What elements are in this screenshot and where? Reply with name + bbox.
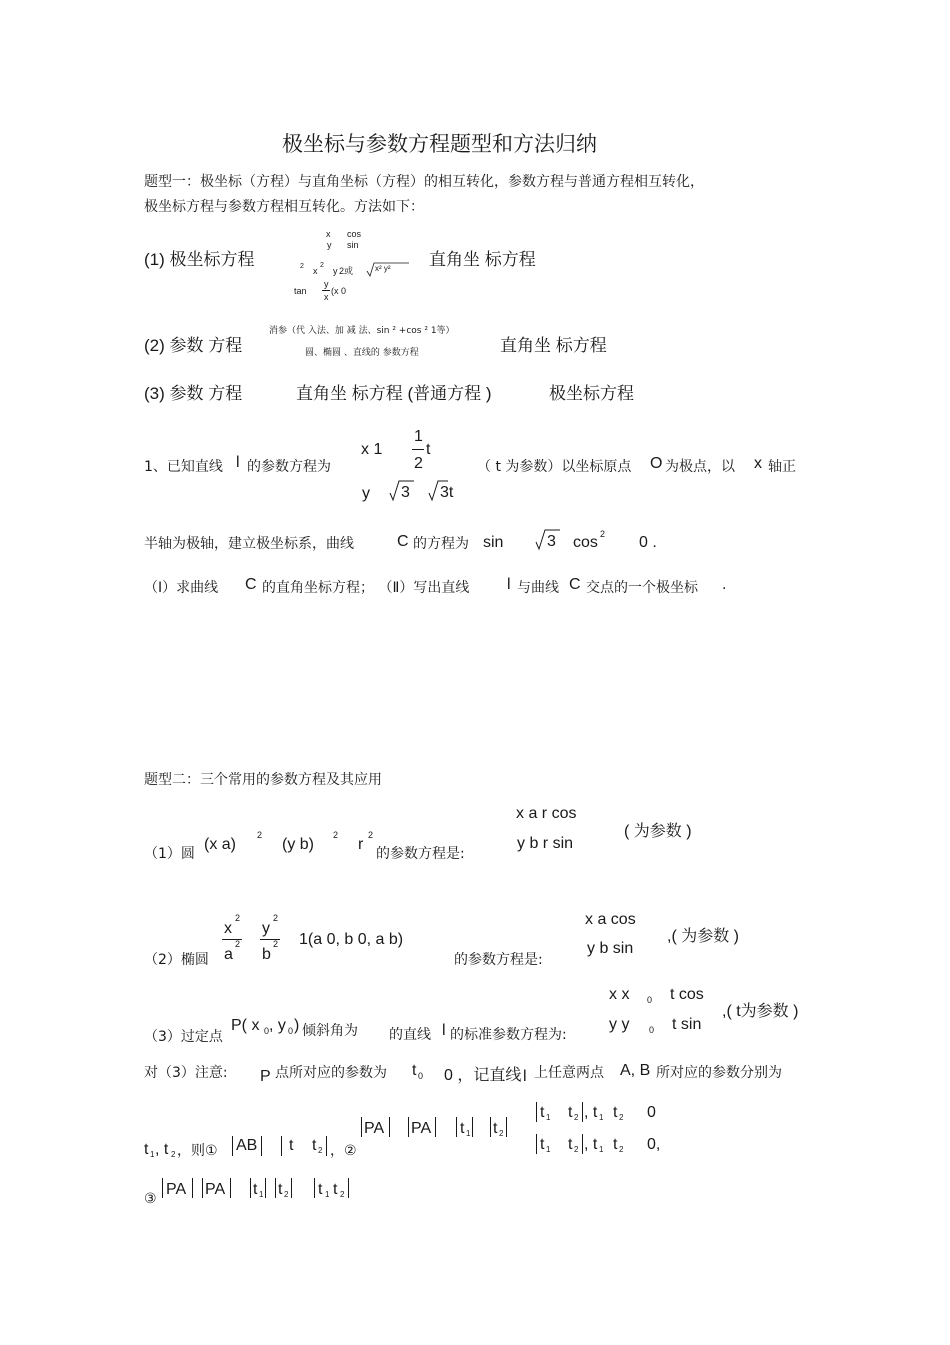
res3-pa2-r	[230, 1178, 231, 1198]
ellipse-ydsup: 2	[273, 939, 279, 949]
res3-pa2-l	[202, 1178, 203, 1198]
type1-intro-line1: 题型一：极坐标（方程）与直角坐标（方程）的相互转化，参数方程与普通方程相互转化，	[144, 174, 704, 190]
p1-l: l	[236, 454, 240, 471]
note-d: 所对应的参数分别为	[656, 1065, 782, 1081]
res-t2-sub: 2	[171, 1150, 176, 1159]
res-r1-l	[536, 1102, 537, 1122]
p1-text3: （ t 为参数）以坐标原点	[477, 459, 632, 475]
page-title: 极坐标与参数方程题型和方法归纳	[282, 132, 597, 156]
p1-cos: cos	[573, 534, 598, 551]
p1-frac-bar	[412, 449, 424, 450]
method3-a: (3) 参数 方程	[144, 384, 243, 403]
ellipse-ysup: 2	[273, 913, 279, 923]
res-AB: AB	[236, 1137, 258, 1154]
res3-prod-t2: t	[333, 1181, 338, 1198]
m1-y: y	[327, 240, 332, 250]
res-circ2: ，②	[330, 1143, 357, 1159]
res-t1abs-l	[456, 1117, 457, 1137]
res-r1-t4-sub: 2	[619, 1113, 624, 1122]
line-param-xt: t cos	[670, 986, 704, 1003]
res-t1abs-r	[472, 1117, 473, 1137]
res-r2-t4-sub: 2	[619, 1145, 624, 1154]
p1-text1: 1、已知直线	[144, 459, 223, 475]
res3-prod-t2-sub: 2	[340, 1190, 345, 1199]
method3-c: 极坐标方程	[549, 384, 634, 403]
p1-ql: l	[507, 576, 511, 593]
ellipse-param-y: y b sin	[587, 940, 634, 957]
res-abs-t2: t	[493, 1120, 498, 1137]
res3-t2-l	[275, 1178, 276, 1198]
res3-t2: t	[278, 1181, 283, 1198]
res-r1-t3-sub: 1	[599, 1113, 604, 1122]
p1-sqrt2-val: 3t	[440, 484, 454, 501]
line-P: P( x	[231, 1017, 260, 1034]
ellipse-cond: 1(a 0, b 0, a b)	[299, 931, 404, 948]
p1-qC: C	[245, 576, 257, 593]
line-close: )	[294, 1017, 300, 1034]
res-zero1: 0	[647, 1104, 656, 1121]
p1-q4: 交点的一个极坐标	[586, 580, 698, 596]
p1-q3: 与曲线	[517, 580, 559, 596]
ellipse-param-note: ,( 为参数 )	[667, 928, 739, 945]
circle-eq1: (x a)	[204, 836, 236, 853]
p1-O: O	[650, 455, 663, 472]
p1-eq-y: y	[362, 485, 370, 502]
line-param-x: x x	[609, 986, 630, 1003]
note-P: P	[260, 1068, 271, 1085]
res-t1: t	[144, 1141, 149, 1158]
res-abs2-l	[281, 1136, 282, 1156]
method1-left: (1) 极坐标方程	[144, 250, 255, 269]
res-abs-t2-sub: 2	[499, 1129, 504, 1138]
m1-x2: x	[313, 266, 318, 276]
ellipse-label: （2）椭圆	[144, 952, 209, 968]
line-param-note: ,( t为参数 )	[722, 1003, 799, 1020]
res-r2-t1: t	[540, 1136, 545, 1153]
p1-qC2: C	[569, 576, 581, 593]
p1-q5: .	[722, 577, 727, 593]
line-param-yt: t sin	[672, 1016, 702, 1033]
res-r1-t3: , t	[584, 1104, 598, 1121]
res-abs2-r	[326, 1136, 327, 1156]
circle-eq2: (y b)	[282, 836, 314, 853]
line-tail2: 的直线	[389, 1027, 431, 1043]
p1-eq-num: 1	[414, 428, 423, 445]
res3-pa1-l	[162, 1178, 163, 1198]
circle-eq3: r	[358, 836, 364, 853]
res-abs1-l	[232, 1136, 233, 1156]
res-then: ，则①	[177, 1143, 218, 1159]
res-eq-t1: t	[289, 1137, 294, 1154]
res-r1-t4: t	[613, 1104, 618, 1121]
res-pa1-l	[361, 1117, 362, 1137]
p1-eq-den: 2	[414, 455, 423, 472]
res-r1-t1: t	[540, 1104, 545, 1121]
line-param-y: y y	[609, 1016, 630, 1033]
type1-intro-line2: 极坐标方程与参数方程相互转化。方法如下：	[144, 199, 424, 215]
note-a: 对（3）注意:	[144, 1065, 228, 1081]
method2-left: (2) 参数 方程	[144, 336, 243, 355]
ellipse-tail: 的参数方程是:	[454, 952, 543, 968]
ellipse-xsup: 2	[235, 913, 241, 923]
res-PA1: PA	[364, 1120, 385, 1137]
res3-prod-r	[348, 1178, 349, 1198]
p1-sqrt1-val: 3	[401, 484, 410, 501]
res3-prod-t1: t	[318, 1181, 323, 1198]
res-r1-t1-sub: 1	[546, 1113, 551, 1122]
res-zero2: 0,	[647, 1136, 661, 1153]
line-comma: , y	[269, 1017, 286, 1034]
p1-sin: sin	[483, 534, 504, 551]
m1-sq3: 2或	[339, 266, 354, 276]
res-abs-t1-sub: 1	[466, 1129, 471, 1138]
res3-prod-t1-sub: 1	[325, 1190, 330, 1199]
p1-text2: 的参数方程为	[247, 459, 331, 475]
method2-note1: 消参（代 入法、加 减 法、sin ² +cos ² 1等）	[269, 326, 455, 336]
res-t1-sub: 1	[150, 1150, 155, 1159]
method3-b: 直角坐 标方程 (普通方程 )	[296, 384, 492, 403]
note-AB: A, B	[620, 1062, 651, 1079]
m1-frac-den: x	[324, 292, 329, 302]
line-tail3: 的标准参数方程为:	[450, 1027, 567, 1043]
line-sub0b: 0	[288, 1026, 294, 1036]
note-c: 上任意两点	[534, 1065, 604, 1081]
p1-sqrt3-val: 3	[547, 533, 556, 550]
res-eq-t2: t	[312, 1137, 317, 1154]
p1-zero: 0 .	[639, 534, 657, 551]
res-PA2: PA	[411, 1120, 432, 1137]
p1-line2b: 的方程为	[413, 536, 469, 552]
res3-t1-r	[265, 1178, 266, 1198]
res3-t2-r	[291, 1178, 292, 1198]
res-r2-t2-sub: 2	[574, 1145, 579, 1154]
ellipse-yden: b	[262, 946, 271, 963]
m1-frac-bar	[322, 290, 330, 291]
method2-right: 直角坐 标方程	[500, 336, 607, 355]
circle-sup2: 2	[333, 830, 339, 840]
m1-sin: sin	[347, 240, 359, 250]
p1-x: x	[754, 455, 762, 472]
res3-PA2: PA	[205, 1181, 226, 1198]
res-r2-t1-sub: 1	[546, 1145, 551, 1154]
res3-PA1: PA	[166, 1181, 187, 1198]
res3-t2-sub: 2	[284, 1190, 289, 1199]
note-zero: 0 ，记直线	[444, 1067, 522, 1084]
p1-q1: （Ⅰ）求曲线	[144, 580, 219, 596]
m1-sq: 2	[300, 263, 304, 270]
ellipse-param-x: x a cos	[585, 911, 636, 928]
m1-x: x	[326, 229, 331, 239]
res3-pa1-r	[192, 1178, 193, 1198]
res-pa2-r	[435, 1117, 436, 1137]
type2-heading: 题型二：三个常用的参数方程及其应用	[144, 772, 382, 788]
circle-param-note: ( 为参数 )	[624, 823, 692, 840]
p1-eq-t: t	[426, 441, 431, 458]
line-px-sub: 0	[647, 995, 653, 1005]
res-circ3: ③	[144, 1191, 157, 1207]
note-t0: t	[412, 1062, 417, 1079]
m1-cond: (x 0	[331, 286, 347, 296]
p1-text4: 为极点，以	[665, 459, 735, 475]
p1-C: C	[397, 533, 409, 550]
res3-t1-l	[250, 1178, 251, 1198]
p1-eq-x: x 1	[361, 441, 383, 458]
note-l: l	[523, 1068, 527, 1085]
p1-line2a: 半轴为极轴，建立极坐标系，曲线	[144, 536, 354, 552]
res-abs1-r	[261, 1136, 262, 1156]
circle-sup3: 2	[368, 830, 374, 840]
method1-right: 直角坐 标方程	[429, 250, 536, 269]
res-pa2-l	[408, 1117, 409, 1137]
res-eq-t2-sub: 2	[318, 1146, 323, 1155]
line-l: l	[442, 1022, 446, 1039]
circle-param-x: x a r cos	[516, 805, 577, 822]
res3-t1-sub: 1	[259, 1190, 264, 1199]
ellipse-xnum: x	[224, 920, 232, 937]
res-r2-l	[536, 1134, 537, 1154]
res-r1-t2: t	[568, 1104, 573, 1121]
m1-tan: tan	[294, 286, 307, 296]
res3-prod-l	[314, 1178, 315, 1198]
ellipse-xdsup: 2	[235, 939, 241, 949]
circle-sup1: 2	[257, 830, 263, 840]
res-r2-t3: , t	[584, 1136, 598, 1153]
res-t2abs-r	[506, 1117, 507, 1137]
m1-cos: cos	[347, 229, 362, 239]
ellipse-xden: a	[224, 946, 233, 963]
res-r1-t2-sub: 2	[574, 1113, 579, 1122]
m1-frac-num: y	[324, 279, 329, 289]
res3-t1: t	[253, 1181, 258, 1198]
circle-label: （1）圆	[144, 846, 195, 862]
m1-sq2: 2	[320, 262, 324, 269]
circle-param-y: y b r sin	[517, 835, 574, 852]
res-r1-r	[582, 1102, 583, 1122]
p1-sup2: 2	[600, 529, 606, 539]
m1-y2: y	[333, 266, 338, 276]
circle-tail: 的参数方程是:	[376, 846, 465, 862]
line-tail1: 倾斜角为	[302, 1023, 358, 1039]
res-r2-r	[582, 1134, 583, 1154]
res-pa1-r	[389, 1117, 390, 1137]
res-r2-t2: t	[568, 1136, 573, 1153]
res-t2: , t	[155, 1141, 169, 1158]
p1-q2: 的直角坐标方程； （Ⅱ）写出直线	[262, 580, 470, 596]
line-label: （3）过定点	[144, 1029, 223, 1045]
ellipse-ynum: y	[262, 920, 270, 937]
note-t0-sub: 0	[418, 1071, 424, 1081]
p1-text5: 轴正	[768, 459, 796, 475]
method2-note2: 圆、椭圆 、直线的 参数方程	[305, 348, 419, 358]
line-sub0a: 0	[264, 1026, 270, 1036]
res-abs-t1: t	[460, 1120, 465, 1137]
line-py-sub: 0	[649, 1025, 655, 1035]
res-t2abs-l	[490, 1117, 491, 1137]
res-r2-t3-sub: 1	[599, 1145, 604, 1154]
note-b: 点所对应的参数为	[275, 1065, 387, 1081]
res-r2-t4: t	[613, 1136, 618, 1153]
m1-sqrt-content: x² y²	[375, 264, 391, 273]
